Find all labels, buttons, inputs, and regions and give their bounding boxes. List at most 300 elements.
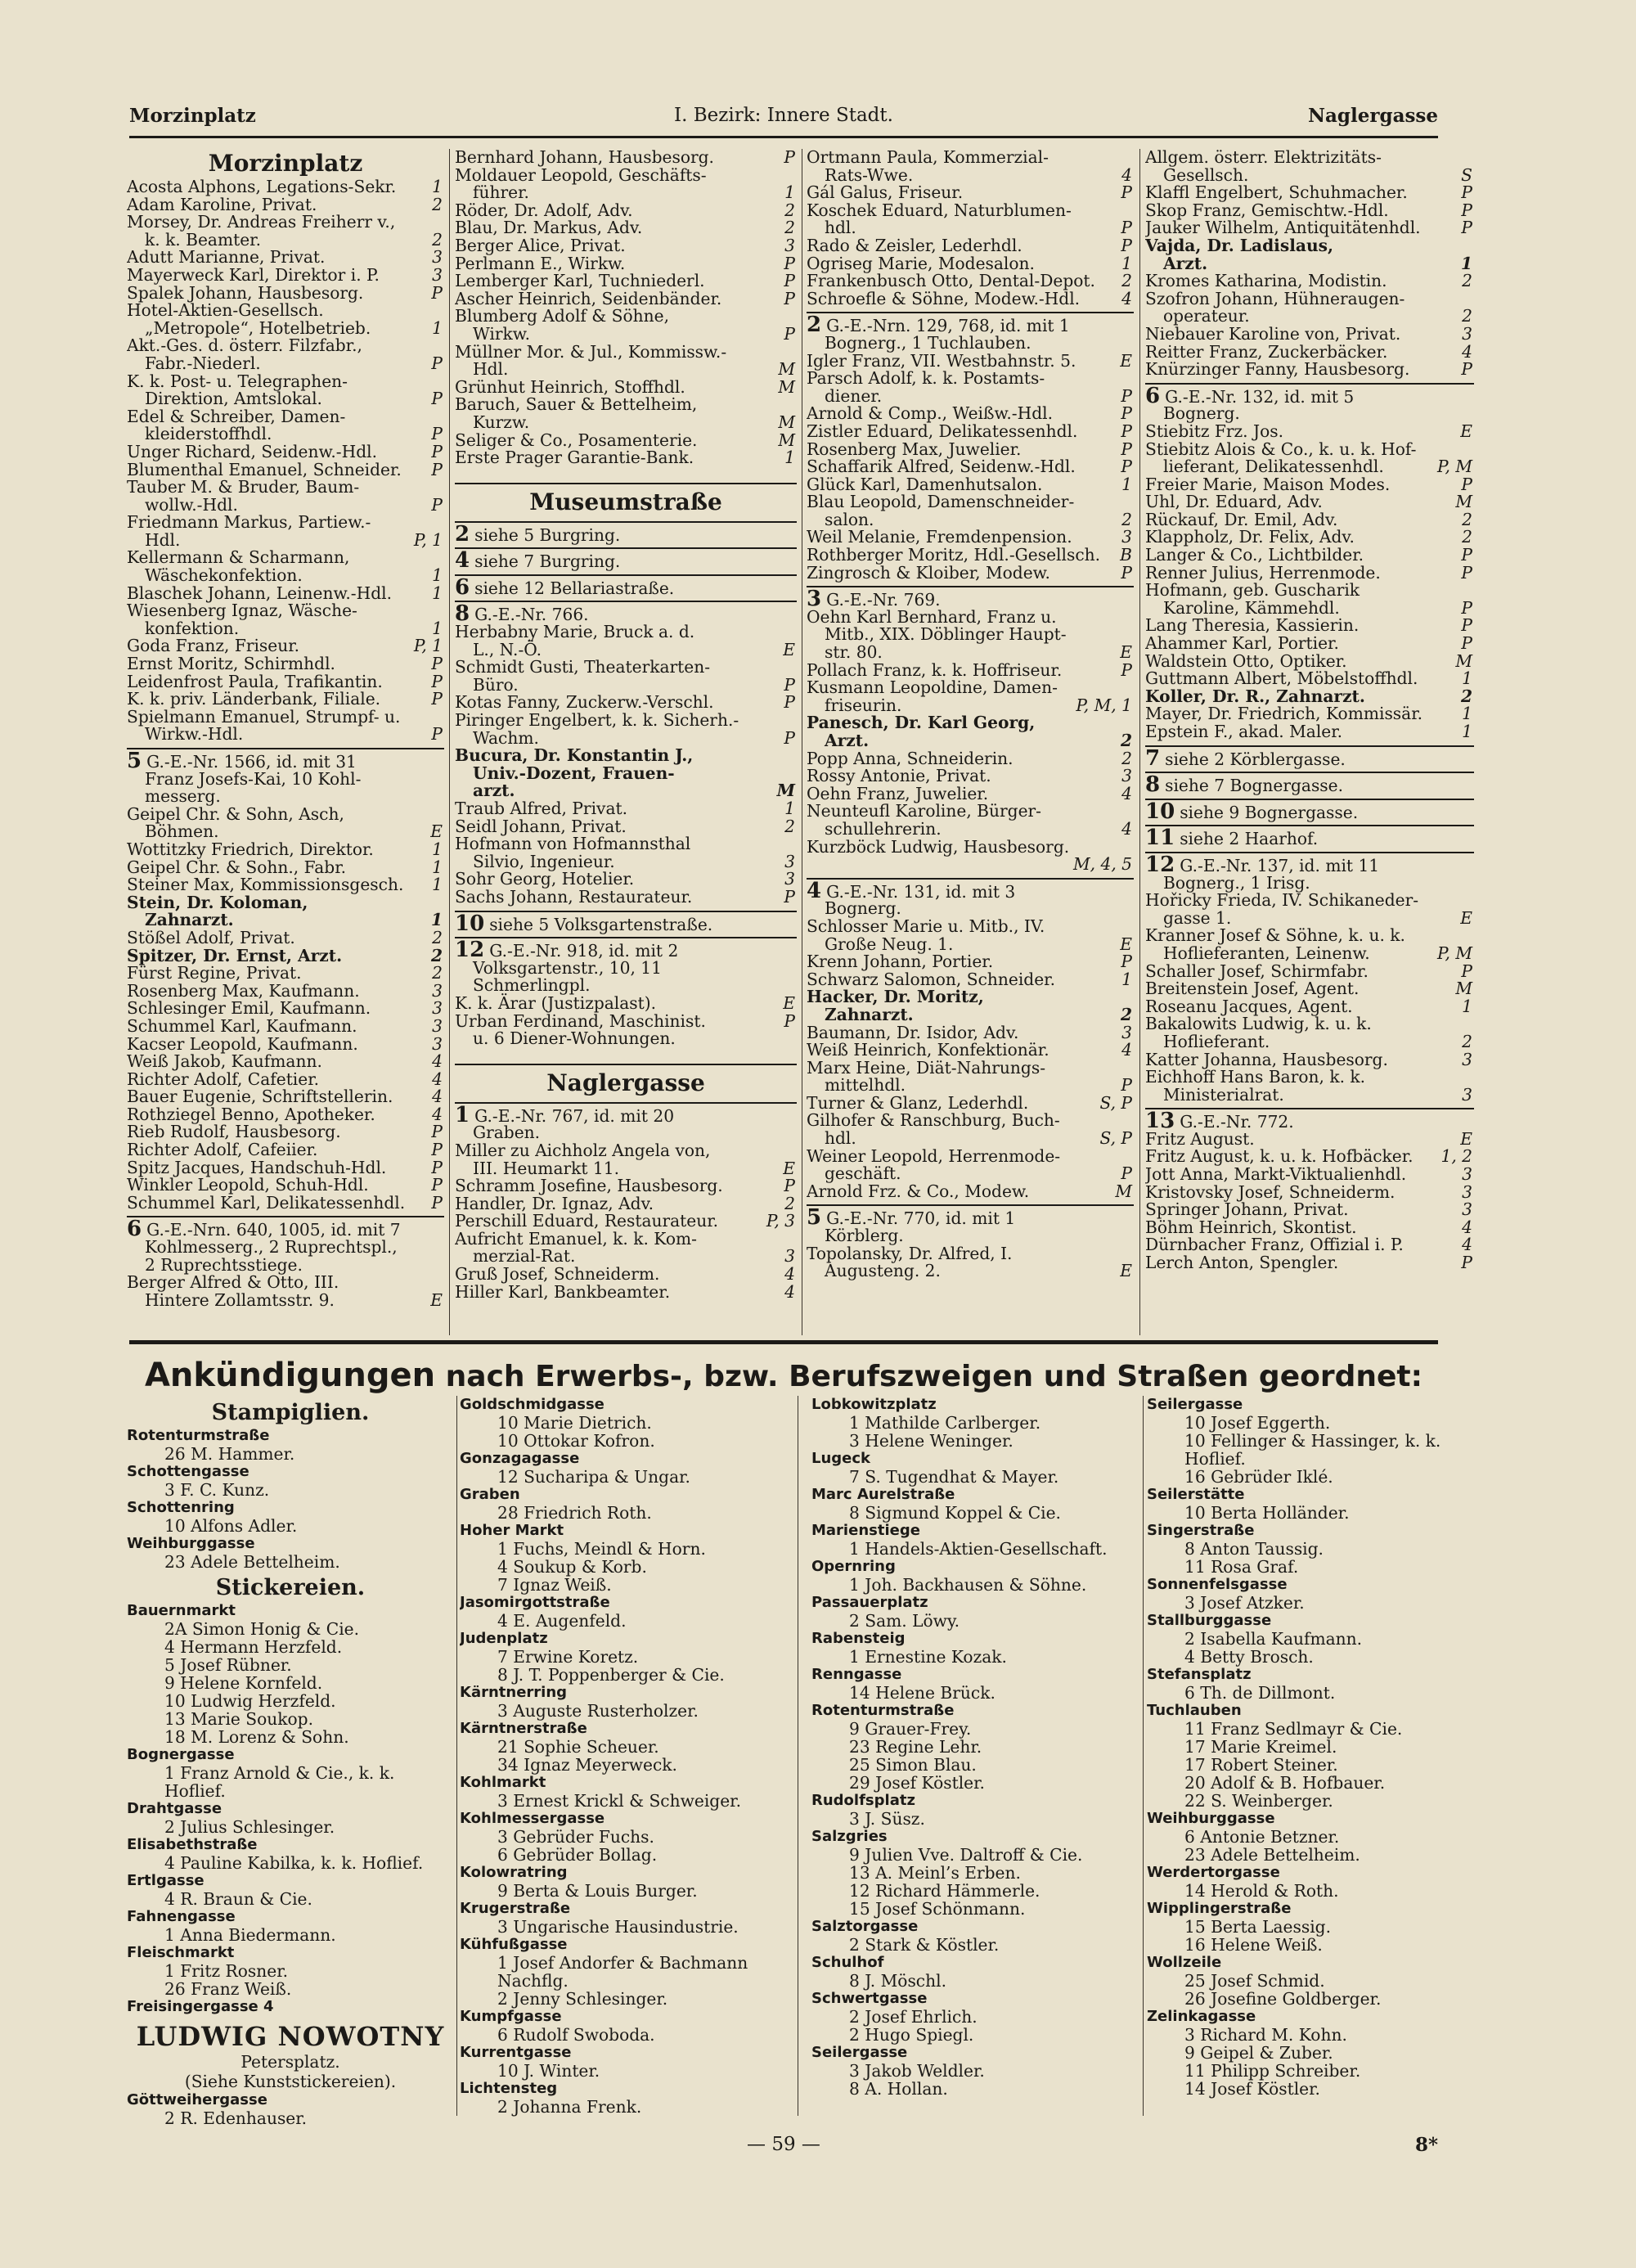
street-name: Bognergasse	[127, 1746, 235, 1763]
floor-marker: P	[431, 1192, 443, 1213]
street-name: Marc Aurelstraße	[811, 1486, 955, 1503]
resident-entry	[127, 214, 444, 232]
resident-entry	[455, 1177, 797, 1195]
resident-entry	[127, 529, 444, 550]
floor-marker: E	[783, 639, 795, 659]
floor-marker: 4	[432, 1104, 443, 1124]
floor-marker: 1	[1121, 253, 1132, 273]
resident-name: Rückauf, Dr. Emil, Adv.	[1145, 509, 1338, 529]
resident-name: Augusteng. 2.	[825, 1261, 941, 1281]
resident-name: Weiß Heinrich, Konfektionär.	[807, 1040, 1049, 1060]
resident-entry	[127, 229, 444, 250]
advertiser-entry: 3 Gebrüder Fuchs.	[497, 1827, 654, 1847]
advertiser-entry: Hoflief.	[164, 1781, 226, 1801]
resident-name: Kellermann & Scharmann,	[127, 547, 350, 568]
resident-name: Traub Alfred, Privat.	[455, 799, 628, 818]
resident-name: Gál Galus, Friseur.	[807, 182, 964, 203]
resident-entry	[807, 644, 1134, 662]
resident-name: u. 6 Diener-Wohnungen.	[473, 1028, 676, 1049]
street-name: Stefansplatz	[1147, 1666, 1252, 1683]
resident-name: Kohlmesserg., 2 Ruprechtspl.,	[145, 1237, 398, 1258]
resident-name: Schmidt Gusti, Theaterkarten-	[455, 657, 711, 677]
resident-entry	[1145, 963, 1474, 981]
advertiser-entry: 2 Sam. Löwy.	[849, 1611, 960, 1631]
resident-entry	[1145, 341, 1474, 362]
street-name: Werdertorgasse	[1147, 1864, 1280, 1881]
resident-name: Rosenberg Max, Juwelier.	[807, 439, 1022, 459]
resident-name: Spalek Johann, Hausbesorg.	[127, 282, 364, 303]
advertiser-entry: 11 Rosa Graf.	[1184, 1557, 1299, 1577]
resident-name: Ministerialrat.	[1163, 1084, 1284, 1105]
resident-entry	[455, 1195, 797, 1213]
floor-marker: P, M	[1437, 943, 1472, 963]
advertiser-entry: 29 Josef Köstler.	[849, 1773, 985, 1793]
house-number-header	[1145, 772, 1474, 798]
street-name: Stallburggasse	[1147, 1612, 1272, 1629]
street-name: Schottenring	[127, 1499, 235, 1516]
resident-name: Katter Johanna, Hausbesorg.	[1145, 1049, 1388, 1069]
resident-name: Akt.-Ges. d. österr. Filzfabr.,	[127, 335, 362, 356]
street-name: Wollzeile	[1147, 1954, 1222, 1971]
resident-name: Oehn Karl Bernhard, Franz u.	[807, 606, 1057, 627]
resident-entry	[807, 184, 1134, 202]
resident-entry	[455, 1228, 797, 1249]
resident-entry	[455, 1213, 797, 1231]
advertiser-entry: 10 Ottokar Kofron.	[497, 1431, 655, 1451]
advertiser-entry: 12 Richard Hämmerle.	[849, 1881, 1040, 1901]
street-name: Wipplingerstraße	[1147, 1900, 1292, 1917]
floor-marker: P	[1461, 562, 1472, 583]
house-number: 6	[455, 574, 470, 600]
advertiser-entry: 9 Geipel & Zuber.	[1184, 2043, 1333, 2063]
resident-entry	[807, 1130, 1134, 1148]
resident-name: Schlesinger Emil, Kaufmann.	[127, 998, 371, 1019]
resident-entry	[127, 947, 444, 965]
floor-marker: P	[784, 288, 795, 308]
resident-entry	[1145, 892, 1474, 910]
floor-marker: 2	[1462, 1031, 1472, 1051]
resident-entry	[455, 308, 797, 326]
resident-name: Reitter Franz, Zuckerbäcker.	[1145, 341, 1388, 362]
resident-entry	[807, 1245, 1134, 1263]
resident-entry	[1145, 1254, 1474, 1272]
resident-name: Blau, Dr. Markus, Adv.	[455, 218, 643, 238]
floor-marker: 1	[1460, 253, 1472, 273]
resident-name: Spitzer, Dr. Ernst, Arzt.	[127, 945, 343, 965]
street-title: Morzinplatz	[208, 150, 363, 177]
floor-marker: 3	[784, 235, 795, 255]
resident-name: Hotel-Aktien-Gesellsch.	[127, 300, 324, 321]
street-name: Lugeck	[811, 1450, 871, 1467]
resident-entry	[455, 871, 797, 889]
floor-marker: 4	[1462, 1235, 1472, 1255]
advertiser-entry: 15 Berta Laessig.	[1184, 1917, 1332, 1937]
floor-marker: P	[1121, 403, 1132, 424]
resident-entry	[127, 443, 444, 461]
resident-name: geschäft.	[825, 1163, 901, 1184]
floor-marker: 4	[784, 1281, 795, 1302]
floor-marker: P	[431, 654, 443, 674]
resident-entry	[127, 479, 444, 497]
street-name: Drahtgasse	[127, 1800, 222, 1817]
resident-name: Ortmann Paula, Kommerzial-	[807, 149, 1049, 167]
resident-name: Hintere Zollamtsstr. 9.	[145, 1289, 335, 1310]
advertiser-entry: 17 Robert Steiner.	[1184, 1755, 1338, 1775]
floor-marker: B	[1120, 545, 1132, 565]
resident-name: L., N.-Ö.	[473, 639, 542, 659]
house-number-header	[455, 601, 797, 627]
announcements-column-1	[127, 1396, 454, 2132]
resident-name: Rats-Wwe.	[825, 164, 914, 185]
floor-marker: M	[776, 781, 795, 801]
section-rule	[129, 1340, 1438, 1344]
floor-marker: 1	[432, 583, 443, 603]
street-name: Goldschmidgasse	[460, 1396, 605, 1413]
resident-entry	[455, 1142, 797, 1160]
resident-name: Piringer Engelbert, k. k. Sicherh.-	[455, 710, 739, 731]
house-number: 2	[455, 521, 470, 547]
resident-entry	[1145, 597, 1474, 618]
house-number-header	[455, 574, 797, 600]
resident-name: Direktion, Amtslokal.	[145, 389, 322, 409]
street-name: Kühfußgasse	[460, 1936, 568, 1953]
resident-entry	[1145, 493, 1474, 511]
floor-marker: P	[431, 441, 443, 461]
house-number-header	[807, 586, 1134, 612]
floor-marker: 4	[784, 1264, 795, 1285]
resident-name: Schmerlingpl.	[473, 975, 591, 996]
floor-marker: 4	[1121, 164, 1132, 185]
resident-name: Leidenfrost Paula, Trafikantin.	[127, 671, 383, 691]
resident-name: friseurin.	[825, 695, 902, 715]
resident-entry	[807, 785, 1134, 803]
resident-name: Geipel Chr. & Sohn., Fabr.	[127, 857, 347, 877]
resident-entry	[1145, 1033, 1474, 1051]
resident-name: Moldauer Leopold, Geschäfts-	[455, 164, 707, 185]
house-number: 5	[127, 749, 142, 773]
resident-name: Parsch Adolf, k. k. Postamts-	[807, 368, 1045, 389]
resident-entry	[1145, 476, 1474, 494]
house-number: 13	[1145, 1109, 1175, 1134]
advertiser-entry: 26 Franz Weiß.	[164, 1979, 292, 1999]
advertiser-entry: 13 A. Meinl’s Erben.	[849, 1863, 1021, 1883]
resident-name: salon.	[825, 509, 874, 529]
resident-name: K. k. Ärar (Justizpalast).	[455, 992, 657, 1013]
resident-entry	[127, 514, 444, 532]
advertiser-entry: 6 Gebrüder Bollag.	[497, 1845, 658, 1865]
resident-name: Zingrosch & Kloiber, Modew.	[807, 562, 1050, 583]
floor-marker: 3	[1121, 1022, 1132, 1042]
resident-name: Hoflieferant.	[1163, 1031, 1270, 1051]
house-info: G.-E.-Nr. 770, id. mit 1	[826, 1208, 1016, 1229]
floor-marker: P	[784, 271, 795, 291]
street-name: Rotenturmstraße	[127, 1427, 270, 1444]
resident-name: Panesch, Dr. Karl Georg,	[807, 713, 1036, 733]
announcements-title-rest: nach Erwerbs-, bzw. Berufszweigen und Straßen geordnet:	[435, 1360, 1423, 1393]
house-number: 10	[455, 911, 485, 936]
resident-entry	[807, 803, 1134, 821]
floor-marker: 4	[1121, 783, 1132, 803]
resident-entry	[455, 202, 797, 220]
house-number-header	[1145, 799, 1474, 824]
house-info: G.-E.-Nr. 767, id. mit 20	[474, 1105, 675, 1126]
announcements-column-4	[1147, 1396, 1474, 2132]
resident-name: Freier Marie, Maison Modes.	[1145, 474, 1391, 494]
floor-marker: P	[784, 1010, 795, 1031]
resident-entry	[455, 674, 797, 695]
announcements-title-big: Ankündigungen	[144, 1357, 436, 1394]
advertiser-entry: 8 J. Möschl.	[849, 1971, 946, 1991]
floor-marker: P, 1	[413, 529, 443, 550]
resident-entry	[127, 929, 444, 947]
floor-marker: 1	[432, 565, 443, 586]
resident-entry	[455, 449, 797, 467]
house-number: 7	[1145, 745, 1161, 771]
advertiser-entry: 2 Stark & Köstler.	[849, 1935, 1000, 1955]
floor-marker: E	[1460, 907, 1472, 928]
resident-entry	[807, 476, 1134, 494]
resident-entry	[127, 567, 444, 585]
resident-entry	[1145, 650, 1474, 671]
resident-name: Röder, Dr. Adolf, Adv.	[455, 200, 633, 220]
resident-name: Spitz Jacques, Handschuh-Hdl.	[127, 1157, 387, 1177]
advertiser-entry: 22 S. Weinberger.	[1184, 1791, 1333, 1811]
resident-name: Frankenbusch Otto, Dental-Depot.	[807, 271, 1095, 291]
house-number-header	[1145, 383, 1474, 406]
advertiser-entry: 5 Josef Rübner.	[164, 1655, 292, 1675]
resident-name: Epstein F., akad. Maler.	[1145, 722, 1343, 741]
resident-name: Guttmann Albert, Möbelstoffhdl.	[1145, 668, 1418, 689]
advertiser-entry: 3 F. C. Kunz.	[164, 1480, 270, 1500]
floor-marker: 3	[432, 1015, 443, 1036]
advert-line: (Siehe Kunststickereien).	[184, 2072, 397, 2091]
advertiser-entry: 1 Franz Arnold & Cie., k. k.	[164, 1763, 395, 1783]
resident-entry	[455, 727, 797, 748]
street-name: Judenplatz	[460, 1630, 548, 1647]
resident-entry	[455, 659, 797, 677]
advertiser-entry: 2A Simon Honig & Cie.	[164, 1619, 360, 1639]
floor-marker: 2	[784, 218, 795, 238]
floor-marker: P	[784, 323, 795, 344]
resident-name: K. k. priv. Länderbank, Filiale.	[127, 689, 381, 709]
resident-name: Knürzinger Fanny, Hausbesorg.	[1145, 359, 1410, 380]
floor-marker: M	[778, 430, 795, 450]
advertiser-entry: 9 Berta & Louis Burger.	[497, 1881, 698, 1901]
floor-marker: P	[431, 424, 443, 444]
street-name: Bauernmarkt	[127, 1602, 236, 1619]
street-name: Graben	[460, 1486, 520, 1503]
resident-name: Eichhoff Hans Baron, k. k.	[1145, 1067, 1366, 1087]
floor-marker: 3	[1121, 527, 1132, 547]
resident-entry	[127, 803, 444, 824]
street-title: Naglergasse	[455, 1064, 797, 1098]
resident-name: Wachm.	[473, 727, 539, 748]
resident-name: Ahammer Karl, Portier.	[1145, 633, 1339, 654]
resident-name: Turner & Glanz, Lederhdl.	[807, 1092, 1029, 1113]
resident-name: Volksgartenstr., 10, 11	[473, 957, 662, 978]
floor-marker: P	[784, 253, 795, 273]
resident-entry	[127, 408, 444, 426]
resident-entry	[1145, 529, 1474, 547]
street-name: Jasomirgottstraße	[460, 1594, 610, 1611]
resident-name: Berger Alfred & Otto, III.	[127, 1272, 339, 1293]
advertiser-entry: 20 Adolf & B. Hofbauer.	[1184, 1773, 1386, 1793]
resident-entry	[1145, 308, 1474, 326]
advertiser-entry: 7 Ignaz Weiß.	[497, 1575, 612, 1595]
floor-marker: E	[1120, 934, 1132, 954]
street-name: Lobkowitzplatz	[811, 1396, 937, 1413]
street-name: Schottengasse	[127, 1463, 249, 1480]
floor-marker: 1	[1462, 668, 1472, 689]
floor-marker: 1	[1462, 704, 1472, 724]
floor-marker: P	[431, 494, 443, 515]
resident-entry	[455, 1030, 797, 1048]
resident-entry	[127, 1289, 444, 1310]
advertiser-entry: 4 Betty Brosch.	[1184, 1647, 1314, 1667]
house-info: siehe 7 Burgring.	[474, 551, 621, 572]
resident-entry	[1145, 998, 1474, 1016]
resident-entry	[127, 673, 444, 691]
resident-name: Gruß Josef, Schneiderm.	[455, 1264, 660, 1285]
advertiser-entry: 14 Josef Köstler.	[1184, 2079, 1320, 2099]
floor-marker: 4	[432, 1051, 443, 1072]
resident-name: Aufricht Emanuel, k. k. Kom-	[455, 1228, 697, 1249]
floor-marker: M	[778, 376, 795, 397]
street-name: Weihburggasse	[127, 1535, 255, 1552]
floor-marker: M, 4, 5	[1072, 854, 1132, 875]
resident-entry	[1145, 272, 1474, 290]
street-name: Salzgries	[811, 1828, 888, 1845]
street-name: Singerstraße	[1147, 1522, 1255, 1539]
resident-name: Wirkw.-Hdl.	[145, 724, 244, 745]
advertiser-entry: 2 Hugo Spiegl.	[849, 2025, 974, 2045]
resident-name: Skop Franz, Gemischtw.-Hdl.	[1145, 200, 1389, 220]
resident-name: Univ.-Dozent, Frauen-	[473, 763, 675, 783]
floor-marker: P	[784, 1176, 795, 1196]
street-name: Hoher Markt	[460, 1522, 564, 1539]
advertiser-entry: 26 M. Hammer.	[164, 1444, 295, 1464]
floor-marker: 2	[432, 194, 443, 214]
resident-entry	[807, 1024, 1134, 1042]
floor-marker: E	[430, 821, 443, 842]
house-info: siehe 5 Volksgartenstraße.	[489, 914, 713, 934]
floor-marker: S	[1461, 164, 1472, 185]
resident-name: Stein, Dr. Koloman,	[127, 892, 308, 912]
resident-entry	[455, 432, 797, 450]
advertiser-entry: 25 Simon Blau.	[849, 1755, 977, 1775]
house-info: siehe 2 Haarhof.	[1180, 829, 1319, 849]
resident-entry	[807, 255, 1134, 273]
advertiser-entry: 9 Julien Vve. Daltroff & Cie.	[849, 1845, 1083, 1865]
resident-entry	[455, 765, 797, 783]
floor-marker: P	[1461, 1253, 1472, 1273]
floor-marker: E	[430, 1289, 443, 1310]
advertiser-entry: 23 Adele Bettelheim.	[1184, 1845, 1360, 1865]
resident-entry	[807, 988, 1134, 1006]
house-number-header	[127, 748, 444, 771]
advertiser-entry: 2 Isabella Kaufmann.	[1184, 1629, 1363, 1649]
resident-entry	[1145, 511, 1474, 529]
resident-entry	[807, 732, 1134, 750]
resident-entry	[807, 1165, 1134, 1183]
house-number: 8	[1145, 772, 1161, 798]
resident-entry	[1145, 723, 1474, 741]
floor-marker: P	[1121, 218, 1132, 238]
resident-name: Fabr.-Niederl.	[145, 353, 261, 373]
resident-entry	[1145, 562, 1474, 583]
resident-entry	[807, 562, 1134, 583]
resident-name: Weiner Leopold, Herrenmode-	[807, 1145, 1061, 1166]
advertiser-entry: 7 S. Tugendhat & Mayer.	[849, 1467, 1059, 1487]
column-divider	[449, 149, 450, 1335]
resident-entry	[127, 602, 444, 620]
resident-entry	[455, 800, 797, 818]
resident-entry	[807, 714, 1134, 732]
advertiser-entry: 18 M. Lorenz & Sohn.	[164, 1727, 349, 1747]
resident-name: Tauber M. & Bruder, Baum-	[127, 477, 360, 497]
resident-name: Bauer Eugenie, Schriftstellerin.	[127, 1087, 393, 1107]
resident-name: Schaffarik Alfred, Seidenw.-Hdl.	[807, 457, 1076, 477]
resident-entry	[455, 835, 797, 853]
resident-entry	[807, 659, 1134, 680]
house-number: 4	[807, 878, 822, 903]
resident-entry	[807, 423, 1134, 441]
resident-name: Ogriseg Marie, Modesalon.	[807, 253, 1035, 273]
house-number: 6	[127, 1217, 142, 1242]
street-name: Elisabethstraße	[127, 1836, 258, 1853]
resident-entry	[127, 1239, 444, 1257]
resident-entry	[127, 461, 444, 479]
resident-name: Rieb Rudolf, Hausbesorg.	[127, 1122, 341, 1142]
floor-marker: 1, 2	[1440, 1146, 1472, 1167]
floor-marker: 1	[1121, 969, 1132, 989]
resident-entry	[807, 679, 1134, 697]
resident-name: Koschek Eduard, Naturblumen-	[807, 200, 1072, 220]
floor-marker: 2	[1121, 271, 1132, 291]
floor-marker: 1	[432, 839, 443, 859]
resident-name: Allgem. österr. Elektrizitäts-	[1145, 149, 1382, 167]
street-name: Opernring	[811, 1558, 896, 1575]
resident-name: kleiderstoffhdl.	[145, 424, 272, 444]
resident-name: Müllner Mor. & Jul., Kommissw.-	[455, 341, 727, 362]
resident-entry	[807, 164, 1134, 185]
resident-entry	[455, 414, 797, 432]
resident-name: Lang Theresia, Kassierin.	[1145, 615, 1360, 636]
resident-entry	[127, 337, 444, 355]
resident-entry	[127, 282, 444, 303]
floor-marker: 4	[1462, 341, 1472, 362]
resident-entry	[127, 585, 444, 603]
advert-line: Petersplatz.	[240, 2052, 340, 2072]
resident-name: Hdl.	[473, 359, 509, 380]
advertiser-entry: 15 Josef Schönmann.	[849, 1899, 1026, 1919]
advertiser-entry: 6 Antonie Betzner.	[1184, 1827, 1340, 1847]
resident-entry	[127, 1141, 444, 1159]
house-number-header	[455, 521, 797, 547]
resident-name: Zistler Eduard, Delikatessenhdl.	[807, 421, 1078, 441]
resident-name: Schroefle & Söhne, Modew.-Hdl.	[807, 288, 1081, 308]
resident-name: Sachs Johann, Restaurateur.	[455, 886, 693, 907]
resident-name: Niebauer Karoline von, Privat.	[1145, 323, 1401, 344]
advertiser-entry: 9 Grauer-Frey.	[849, 1719, 972, 1739]
resident-entry	[455, 255, 797, 273]
street-title: Museumstraße	[455, 483, 797, 517]
resident-entry	[127, 859, 444, 877]
resident-entry	[1145, 927, 1474, 945]
resident-name: Sohr Georg, Hotelier.	[455, 869, 635, 889]
resident-entry	[127, 249, 444, 267]
resident-entry	[455, 992, 797, 1013]
